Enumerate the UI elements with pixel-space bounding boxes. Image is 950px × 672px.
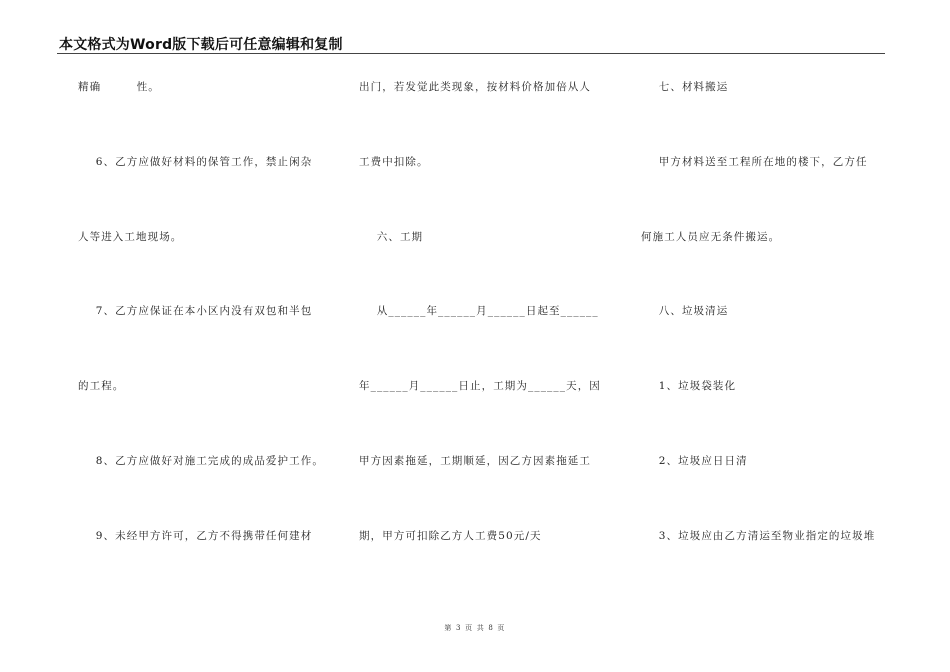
text-line: 9、未经甲方许可，乙方不得携带任何建材: [78, 530, 313, 542]
text-line: 1、垃圾袋装化: [641, 380, 737, 392]
text-line: 从______年______月______日起至______: [359, 305, 599, 317]
text-line: 8、乙方应做好对施工完成的成品爱护工作。: [78, 455, 324, 467]
text-line: 工费中扣除。: [359, 156, 429, 168]
text-line: 甲方因素拖延，工期顺延，因乙方因素拖延工: [359, 455, 591, 467]
text-line: 的工程。: [78, 380, 125, 392]
text-line: 期，甲方可扣除乙方人工费50元/天: [359, 530, 542, 542]
text-line: 八、垃圾清运: [641, 305, 729, 317]
text-line: 精确 性。: [78, 81, 160, 93]
text-line: 3、垃圾应由乙方清运至物业指定的垃圾堆: [641, 530, 876, 542]
text-line: 甲方材料送至工程所在地的楼下，乙方任: [641, 156, 868, 168]
text-line: 出门，若发觉此类现象，按材料价格加倍从人: [359, 81, 591, 93]
text-column-2: [359, 0, 609, 672]
text-line: 七、材料搬运: [641, 81, 729, 93]
page-number: 第 3 页 共 8 页: [444, 624, 506, 632]
text-line: 7、乙方应保证在本小区内没有双包和半包: [78, 305, 313, 317]
text-column-3: [641, 0, 891, 672]
document-header-title: 本文格式为Word版下载后可任意编辑和复制: [59, 37, 343, 53]
text-line: 人等进入工地现场。: [78, 231, 183, 243]
text-line: 年______月______日止，工期为______天，因: [359, 380, 601, 392]
text-line: 六、工期: [359, 231, 424, 243]
text-line: 2、垃圾应日日清: [641, 455, 748, 467]
text-line: 何施工人员应无条件搬运。: [641, 231, 781, 243]
text-column-1: [78, 0, 338, 672]
text-line: 6、乙方应做好材料的保管工作，禁止闲杂: [78, 156, 313, 168]
